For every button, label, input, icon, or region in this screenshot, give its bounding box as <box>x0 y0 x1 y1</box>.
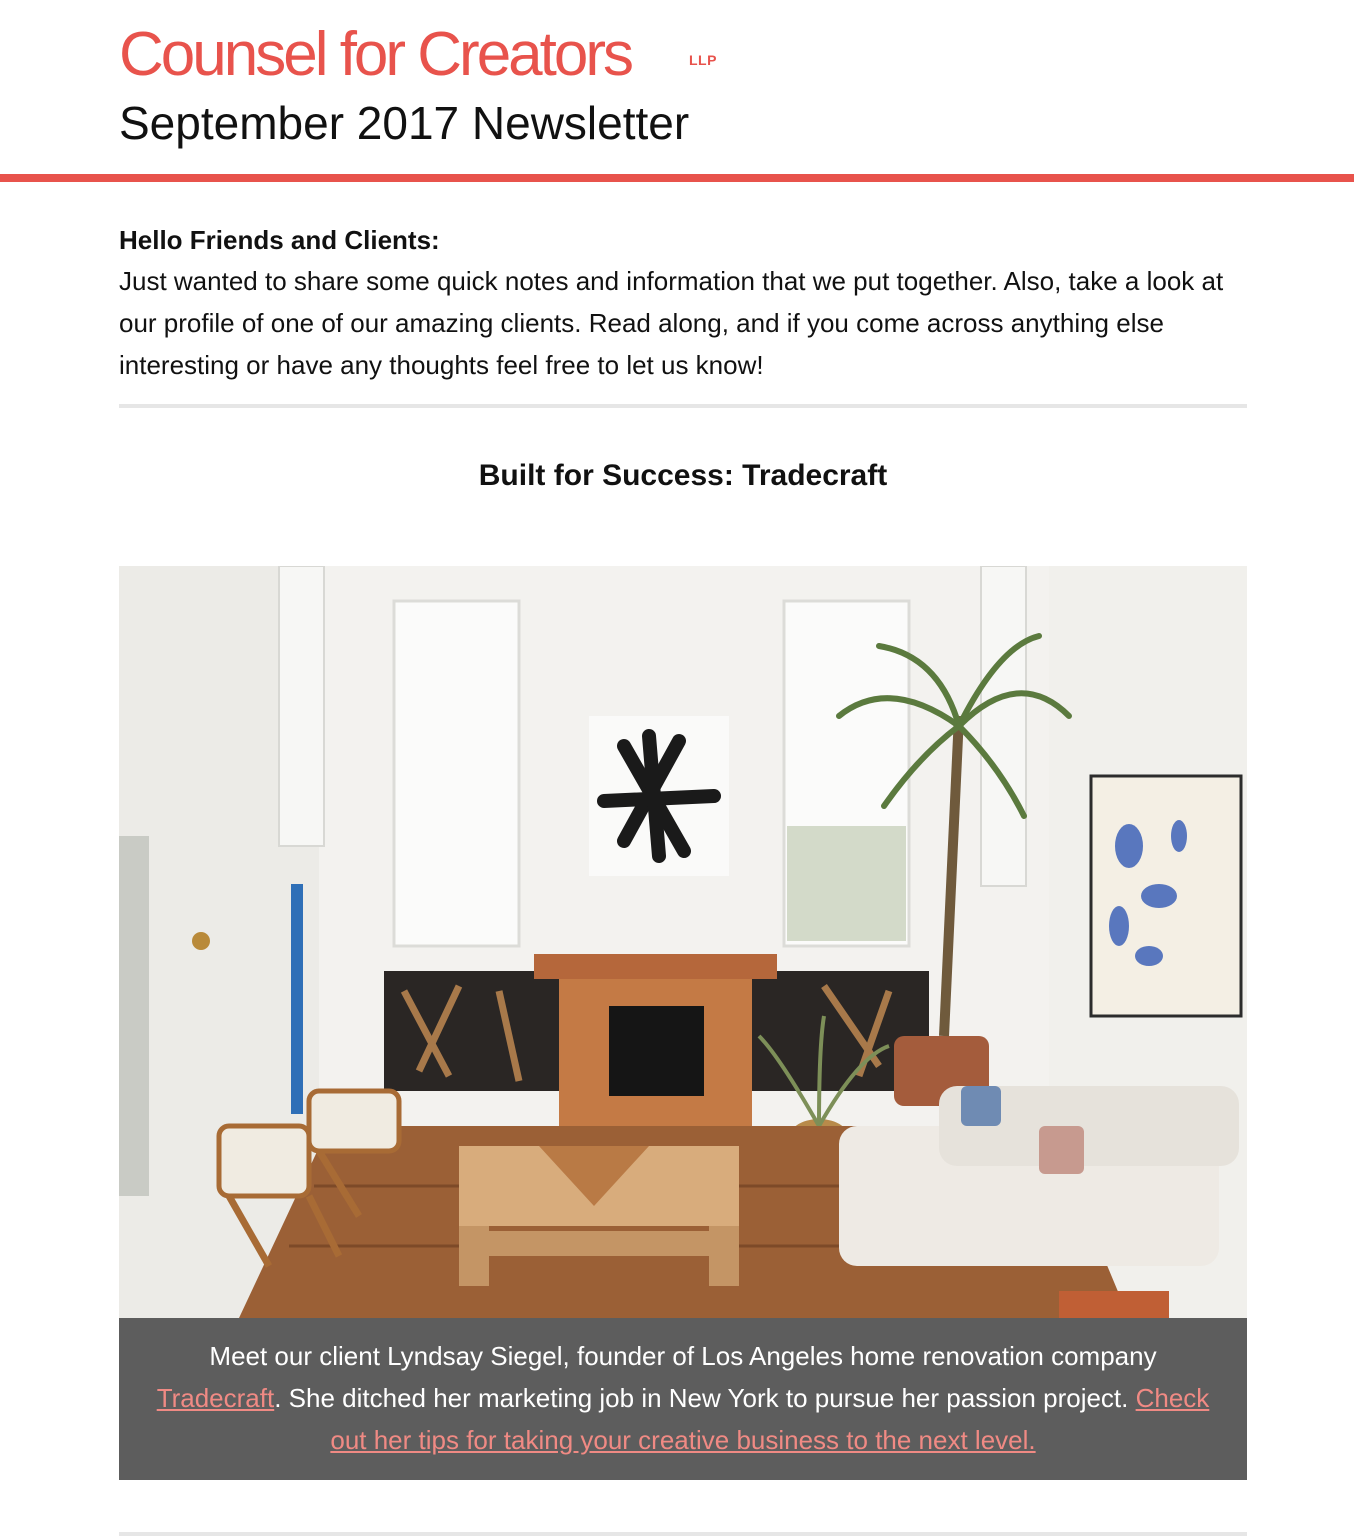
tradecraft-link[interactable]: Tradecraft <box>156 1383 275 1413</box>
feature-photo <box>119 566 1247 1318</box>
feature-caption <box>119 1318 1247 1480</box>
newsletter-header <box>0 0 1354 182</box>
intro-section <box>119 220 1247 386</box>
brand-llp-mark: LLP <box>689 52 717 68</box>
section-divider <box>119 404 1247 408</box>
newsletter-issue-title: September 2017 Newsletter <box>119 97 690 149</box>
header-divider <box>0 174 1354 182</box>
tips-link[interactable]: Check out her tips for taking your creative business to the next level. <box>330 1383 1210 1455</box>
caption-text-story: . She ditched her marketing job in New York to pursue her passion project. <box>274 1383 1136 1413</box>
feature-title: Built for Success: Tradecraft <box>478 459 888 492</box>
bottom-divider <box>119 1532 1247 1536</box>
caption-text-intro: Meet our client Lyndsay Siegel, founder of Los Angeles home renovation company <box>209 1341 1157 1371</box>
intro-paragraph: Just wanted to share some quick notes and information that we put together. Also, take a look at our profile of one of our amazing clients. Read along, and if you come across anything else interesting or have any thoughts feel free to let us know! <box>119 266 1224 380</box>
greeting-heading: Hello Friends and Clients: <box>119 225 440 255</box>
brand-logo: Counsel for Creators <box>119 20 632 89</box>
